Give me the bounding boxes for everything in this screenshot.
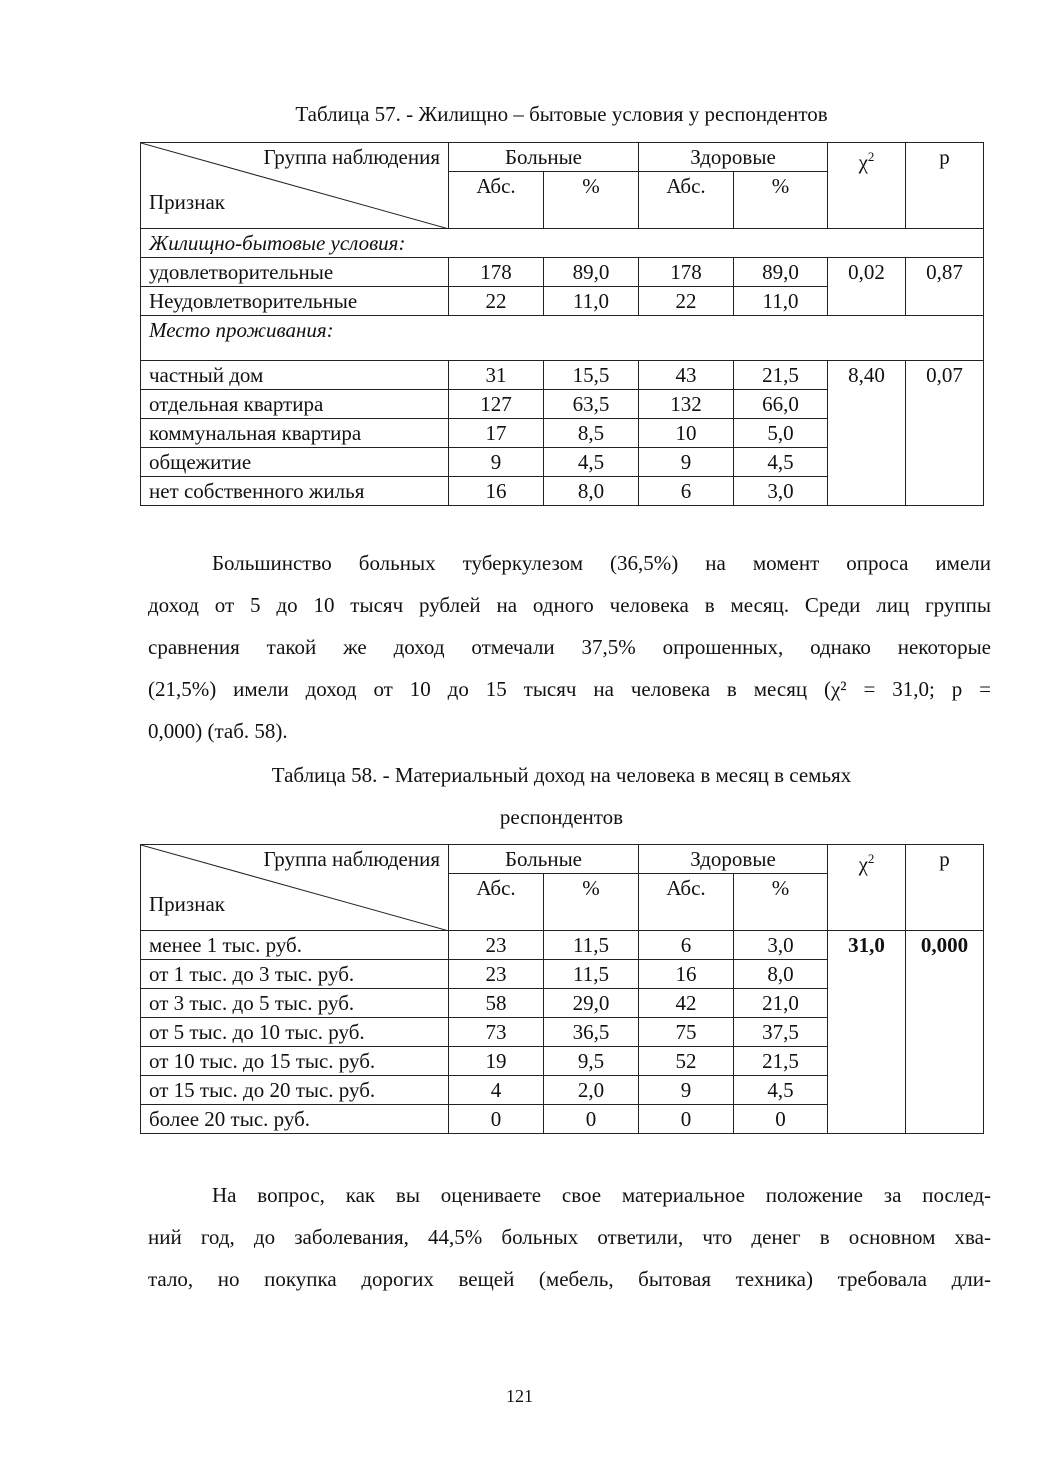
healthy-abs: 132: [639, 390, 734, 419]
table-row: [141, 361, 984, 390]
sick-pct: 29,0: [544, 989, 639, 1018]
sick-abs: 19: [449, 1047, 544, 1076]
p-value: 0,87: [906, 258, 984, 316]
row-label: общежитие: [141, 448, 449, 477]
sick-pct-header: %: [544, 874, 639, 931]
healthy-abs: 178: [639, 258, 734, 287]
sick-abs: 178: [449, 258, 544, 287]
healthy-header: Здоровые: [639, 845, 828, 874]
sick-header: Больные: [449, 845, 639, 874]
healthy-abs: 0: [639, 1105, 734, 1134]
table58-caption-line2: респондентов: [499, 805, 624, 829]
sick-pct: 4,5: [544, 448, 639, 477]
row-label: нет собственного жилья: [141, 477, 449, 506]
table58-diagonal-header: [141, 845, 449, 931]
p-value: 0,07: [906, 361, 984, 506]
sick-pct: 15,5: [544, 361, 639, 390]
chi-value: 31,0: [828, 931, 906, 1134]
sick-pct-header: %: [544, 172, 639, 229]
sick-abs: 73: [449, 1018, 544, 1047]
healthy-pct: 37,5: [734, 1018, 828, 1047]
p-value: 0,000: [906, 931, 984, 1134]
chi-value: 0,02: [828, 258, 906, 316]
sick-abs: 4: [449, 1076, 544, 1105]
chi-header: $\chi^2$: [828, 845, 906, 931]
p-header: p: [906, 143, 984, 229]
healthy-pct: 3,0: [734, 931, 828, 960]
sick-pct: 9,5: [544, 1047, 639, 1076]
row-label: менее 1 тыс. руб.: [141, 931, 449, 960]
table57-diagonal-header: [141, 143, 449, 229]
healthy-pct: 66,0: [734, 390, 828, 419]
healthy-pct: 21,5: [734, 1047, 828, 1076]
row-label: от 1 тыс. до 3 тыс. руб.: [141, 960, 449, 989]
row-label: частный дом: [141, 361, 449, 390]
sick-abs: 16: [449, 477, 544, 506]
sick-pct: 11,5: [544, 931, 639, 960]
row-label: от 5 тыс. до 10 тыс. руб.: [141, 1018, 449, 1047]
chi-header: $\chi^2$: [828, 143, 906, 229]
sick-abs: 23: [449, 931, 544, 960]
healthy-pct: 0: [734, 1105, 828, 1134]
p-header: p: [906, 845, 984, 931]
healthy-pct-header: %: [734, 172, 828, 229]
row-label: Неудовлетворительные: [141, 287, 449, 316]
table-row: [141, 258, 984, 287]
row-label: коммунальная квартира: [141, 419, 449, 448]
sick-pct: 36,5: [544, 1018, 639, 1047]
sick-abs: 22: [449, 287, 544, 316]
row-label: от 3 тыс. до 5 тыс. руб.: [141, 989, 449, 1018]
row-label: удовлетворительные: [141, 258, 449, 287]
healthy-pct: 11,0: [734, 287, 828, 316]
healthy-abs: 43: [639, 361, 734, 390]
healthy-abs: 9: [639, 448, 734, 477]
healthy-pct: 21,0: [734, 989, 828, 1018]
row-label: отдельная квартира: [141, 390, 449, 419]
healthy-abs: 9: [639, 1076, 734, 1105]
sick-header: Больные: [449, 143, 639, 172]
healthy-abs: 16: [639, 960, 734, 989]
row-label: более 20 тыс. руб.: [141, 1105, 449, 1134]
sick-pct: 63,5: [544, 390, 639, 419]
section-residence: Место проживания:: [141, 316, 984, 361]
sick-pct: 8,5: [544, 419, 639, 448]
chi-value: 8,40: [828, 361, 906, 506]
table58-caption-line1: Таблица 58. - Материальный доход на человека в месяц в семьях: [271, 763, 852, 787]
sick-abs: 9: [449, 448, 544, 477]
page-number: 121: [506, 1386, 533, 1406]
row-label: от 15 тыс. до 20 тыс. руб.: [141, 1076, 449, 1105]
sick-pct: 2,0: [544, 1076, 639, 1105]
sick-pct: 11,0: [544, 287, 639, 316]
sick-pct: 0: [544, 1105, 639, 1134]
table57: [140, 142, 984, 506]
text-line: тало, но покупка дорогих вещей (мебель, бытовая техника) требовала дли-: [148, 1267, 991, 1291]
sick-pct: 8,0: [544, 477, 639, 506]
section-living-conditions: Жилищно-бытовые условия:: [141, 229, 984, 258]
healthy-pct: 21,5: [734, 361, 828, 390]
healthy-abs: 6: [639, 477, 734, 506]
healthy-abs-header: Абс.: [639, 172, 734, 229]
text-line: ний год, до заболевания, 44,5% больных ответили, что денег в основном хва-: [148, 1225, 991, 1249]
healthy-pct: 4,5: [734, 448, 828, 477]
healthy-pct: 3,0: [734, 477, 828, 506]
row-label: от 10 тыс. до 15 тыс. руб.: [141, 1047, 449, 1076]
paragraph-income: [148, 542, 991, 752]
sick-abs: 31: [449, 361, 544, 390]
sick-abs: 127: [449, 390, 544, 419]
healthy-header: Здоровые: [639, 143, 828, 172]
sick-abs: 17: [449, 419, 544, 448]
table58: [140, 844, 984, 1134]
sick-abs: 23: [449, 960, 544, 989]
sick-pct: 11,5: [544, 960, 639, 989]
healthy-abs: 52: [639, 1047, 734, 1076]
text-line: Большинство больных туберкулезом (36,5%) на момент опроса имели: [212, 551, 991, 575]
healthy-abs: 42: [639, 989, 734, 1018]
table57-caption: Таблица 57. - Жилищно – бытовые условия у респондентов: [295, 102, 828, 126]
text-line: доход от 5 до 10 тысяч рублей на одного человека в месяц. Среди лиц группы: [148, 593, 991, 617]
healthy-pct: 8,0: [734, 960, 828, 989]
healthy-abs: 75: [639, 1018, 734, 1047]
sick-pct: 89,0: [544, 258, 639, 287]
trait-label: Признак: [149, 892, 225, 916]
sick-abs: 58: [449, 989, 544, 1018]
sick-abs: 0: [449, 1105, 544, 1134]
trait-label: Признак: [149, 190, 225, 214]
healthy-pct-header: %: [734, 874, 828, 931]
sick-abs-header: Абс.: [449, 172, 544, 229]
healthy-pct: 89,0: [734, 258, 828, 287]
healthy-pct: 5,0: [734, 419, 828, 448]
text-line: На вопрос, как вы оцениваете свое материальное положение за послед-: [212, 1183, 991, 1207]
table-row: [141, 931, 984, 960]
text-line: 0,000) (таб. 58).: [148, 719, 288, 743]
healthy-pct: 4,5: [734, 1076, 828, 1105]
healthy-abs: 6: [639, 931, 734, 960]
sick-abs-header: Абс.: [449, 874, 544, 931]
group-label: Группа наблюдения: [263, 847, 440, 871]
healthy-abs: 22: [639, 287, 734, 316]
healthy-abs-header: Абс.: [639, 874, 734, 931]
text-line: сравнения такой же доход отмечали 37,5% опрошенных, однако некоторые: [148, 635, 991, 659]
paragraph-financial-situation: [148, 1174, 991, 1300]
group-label: Группа наблюдения: [263, 145, 440, 169]
healthy-abs: 10: [639, 419, 734, 448]
text-line: (21,5%) имели доход от 10 до 15 тысяч на человека в месяц (χ² = 31,0; p =: [148, 677, 991, 701]
